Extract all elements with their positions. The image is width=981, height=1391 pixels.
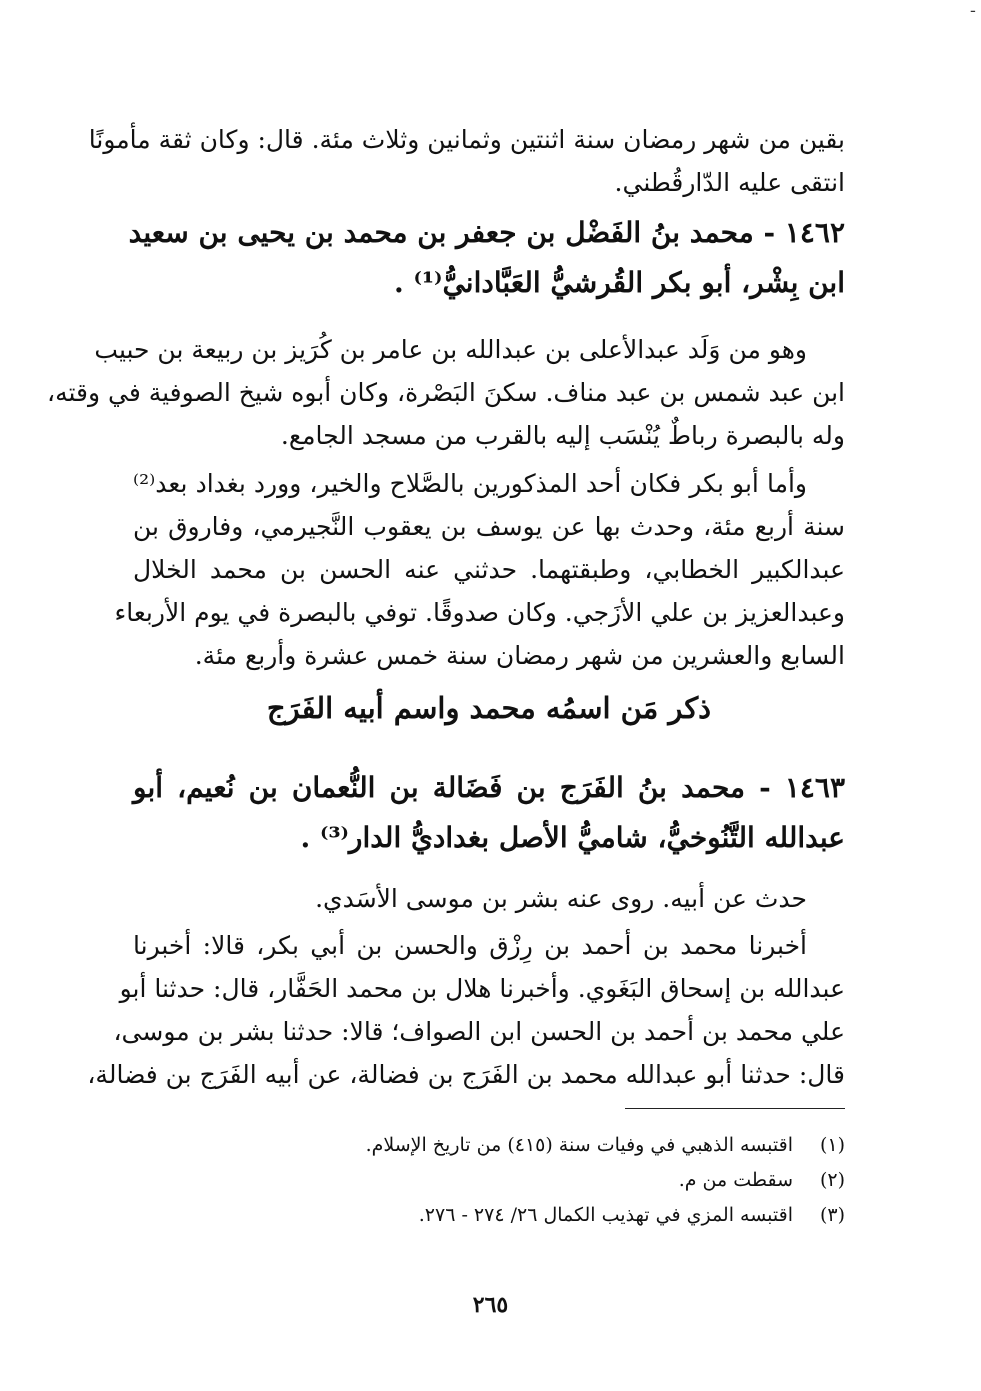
text-line: السابع والعشرين من شهر رمضان سنة خمس عشرة وأربع مئة. <box>194 641 845 670</box>
paragraph-lineage <box>47 328 845 457</box>
text-line: انتقى عليه الدّارقُطني. <box>614 168 845 197</box>
text-line: أخبرنا محمد بن أحمد بن رِزْق والحسن بن أبي بكر، قالا: أخبرنا <box>133 931 807 960</box>
footnote-text: اقتبسه الذهبي في وفيات سنة (٤١٥) من تاريخ الإسلام. <box>365 1134 793 1156</box>
entry-title-line: ابن بِشْر، أبو بكر القُرشيُّ العَبَّادانيُّ⁽¹⁾ . <box>394 266 845 299</box>
corner-mark: ـ <box>970 0 975 16</box>
paragraph-isnad <box>87 924 845 1096</box>
paragraph-continuation <box>88 118 845 204</box>
paragraph-biography <box>114 462 845 677</box>
text-line: وله بالبصرة رباطٌ يُنْسَب إليه بالقرب من مسجد الجامع. <box>280 421 845 450</box>
section-heading: ذكر مَن اسمُه محمد واسم أبيه الفَرَج <box>266 691 712 725</box>
footnotes <box>133 1128 845 1233</box>
footnote-separator <box>625 1108 845 1109</box>
text-line: قال: حدثنا أبو عبدالله محمد بن الفَرَج بن فضالة، عن أبيه الفَرَج بن فضالة، <box>87 1060 845 1089</box>
entry-title-line: ١٤٦٣ - محمد بنُ الفَرَج بن فَضَالة بن النُّعمان بن نُعيم، أبو <box>133 771 845 804</box>
entry-title-line: عبدالله التَّنُوخيُّ، شاميُّ الأصل بغداديُّ الدار⁽³⁾ . <box>300 821 845 854</box>
footnote-number: (٣) <box>819 1204 845 1226</box>
footnote-number: (١) <box>819 1134 845 1156</box>
text-line: وأما أبو بكر فكان أحد المذكورين بالصَّلاح والخير، وورد بغداد بعد⁽²⁾ <box>133 469 807 498</box>
entry-title-line: ١٤٦٢ - محمد بنُ الفَضْل بن جعفر بن محمد بن يحيى بن سعيد <box>128 216 845 249</box>
footnote-item <box>133 1198 845 1233</box>
footnote-number: (٢) <box>819 1169 845 1191</box>
page-number: ٢٦٥ <box>472 1292 509 1318</box>
footnote-text: اقتبسه المزي في تهذيب الكمال ٢٦/ ٢٧٤ - ٢٧٦. <box>418 1204 793 1226</box>
entry-title-1463 <box>133 763 845 863</box>
footnote-text: سقطت من م. <box>678 1169 793 1191</box>
text-line: عبدالله بن إسحاق البَغَوي. وأخبرنا هلال بن محمد الحَفَّار، قال: حدثنا أبو <box>119 974 845 1003</box>
footnote-item <box>133 1163 845 1198</box>
text-line: عبدالكبير الخطابي، وطبقتهما. حدثني عنه الحسن بن محمد الخلال <box>133 555 845 584</box>
text-line: وهو من وَلَد عبدالأعلى بن عبدالله بن عامر بن كُرَيز بن ربيعة بن حبيب <box>94 335 807 364</box>
text-line: سنة أربع مئة، وحدث بها عن يوسف بن يعقوب النَّجيرمي، وفاروق بن <box>133 512 845 541</box>
footnote-item <box>133 1128 845 1163</box>
text-line: حدث عن أبيه. روى عنه بشر بن موسى الأسَدي. <box>315 884 807 913</box>
text-line: علي محمد بن أحمد بن الحسن ابن الصواف؛ قالا: حدثنا بشر بن موسى، <box>113 1017 845 1046</box>
text-line: ابن عبد شمس بن عبد مناف. سكنَ البَصْرة، وكان أبوه شيخ الصوفية في وقته، <box>47 378 845 407</box>
text-line: وعبدالعزيز بن علي الأزَجي. وكان صدوقًا. توفي بالبصرة في يوم الأربعاء <box>114 598 845 627</box>
text-line: بقين من شهر رمضان سنة اثنتين وثمانين وثلاث مئة. قال: وكان ثقة مأمونًا <box>88 125 845 154</box>
entry-title-1462 <box>128 208 845 308</box>
paragraph-narration <box>133 877 845 920</box>
